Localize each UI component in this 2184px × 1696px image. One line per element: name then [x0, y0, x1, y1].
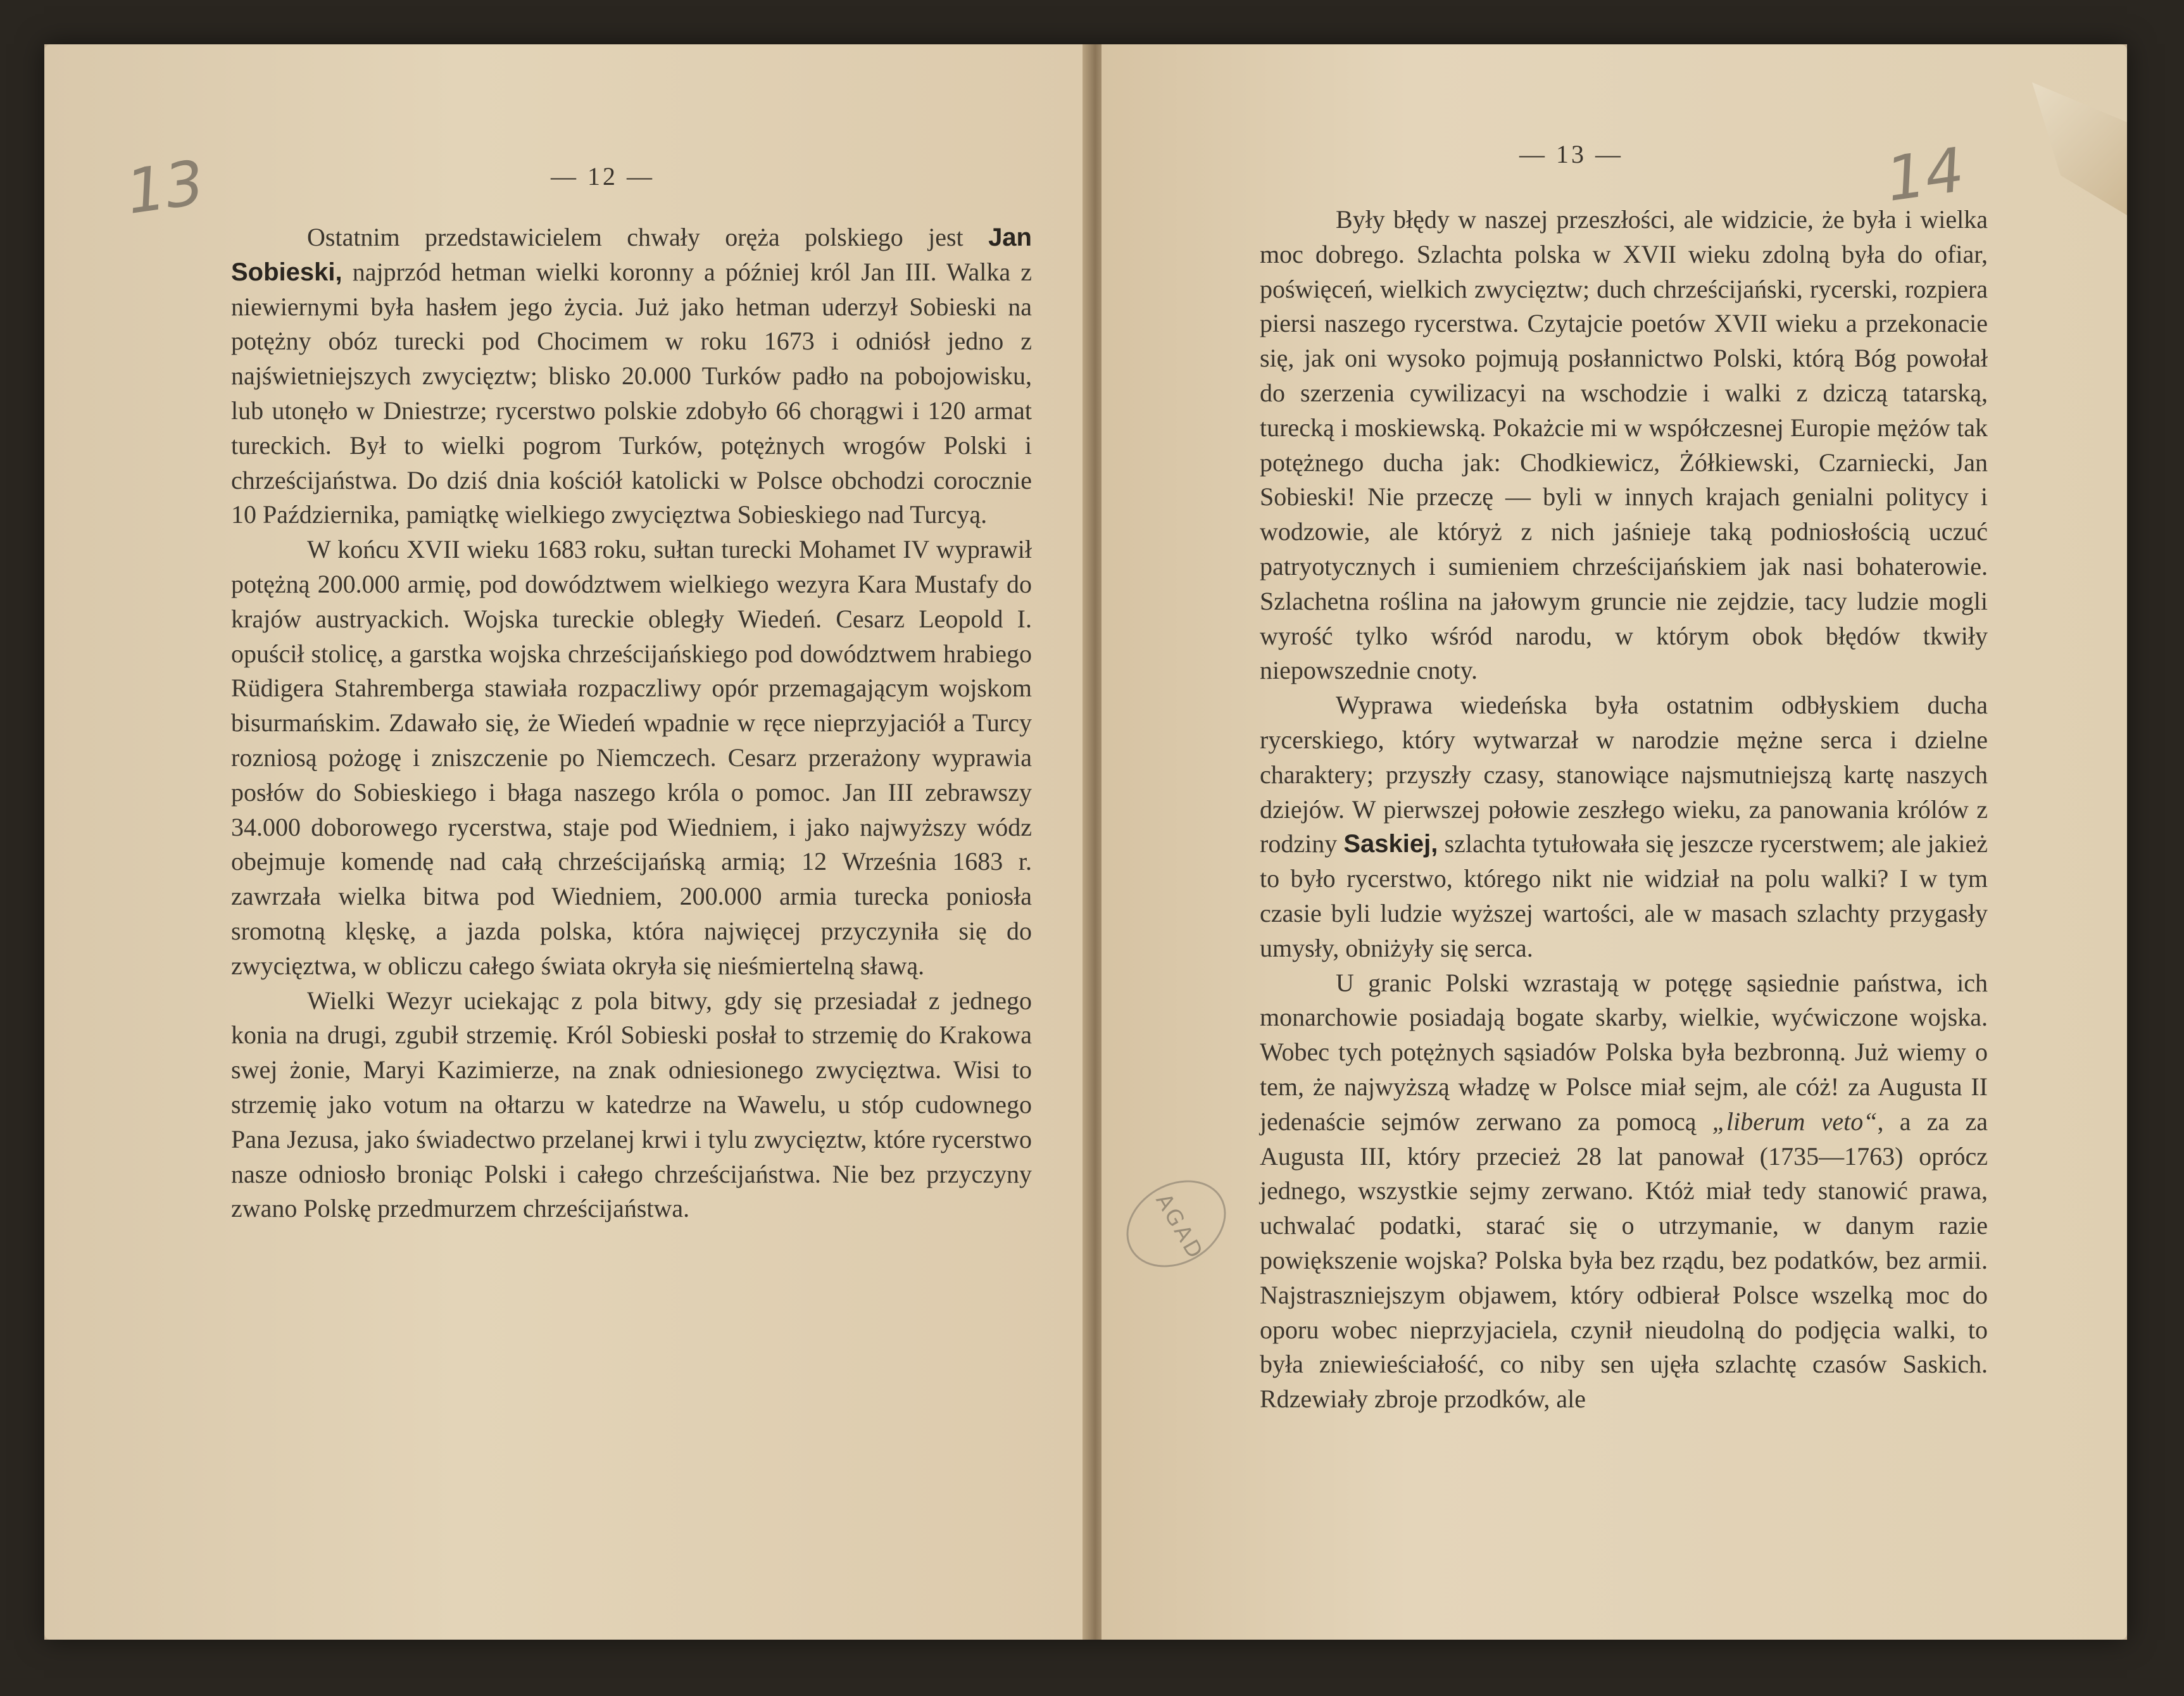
paragraph: Były błędy w naszej przeszłości, ale widzicie, że była i wielka moc dobrego. Szlachta polska w XVII wieku zdolną była do ofiar, poświęceń, wielkich zwycięztw; duch chrześcijański, rycerski, rozpiera piersi naszego rycerstwa. Czytajcie poetów XVII wieku a przekonacie się, jak oni wysoko pojmują posłannictwo Polski, którą Bóg powołał do szerzenia cywilizacyi na wschodzie i walki z dziczą tatarską, turecką i moskiewską. Pokażcie mi w współczesnej Europie mężów tak potężnego ducha jak: Chodkiewicz, Żółkiewski, Czarniecki, Jan Sobieski! Nie przeczę — byli w innych krajach genialni politycy i wodzowie, ale któryż z nich jaśnieje taką podniosłością uczuć patryotycznych i sumieniem chrześcijańskiem jak nasi bohaterowie. Szlachetna roślina na jałowym gruncie nie zejdzie, tacy ludzie mogli wyrość tylko wśród narodu, w którym obok błędów tkwiły niepowszednie cnoty. [1260, 205, 1988, 685]
right-page-text [1260, 203, 1988, 1417]
left-page [44, 44, 1089, 1640]
pencil-page-mark: 13 [122, 147, 209, 228]
paragraph: Wyprawa wiedeńska była ostatnim odbłyskiem ducha rycerskiego, który wytwarzał w narodzie mężne serca i dzielne charaktery; przyszły czasy, stanowiące najsmutniejszą kartę naszych dziejów. W pierwszej połowie zeszłego wieku, za panowania królów z rodziny Saskiej, szlachta tytułowała się jeszcze rycerstwem; ale jakież to było rycerstwo, którego nikt nie widział na polu walki? I w tym czasie byli ludzie wyższej wartości, ale w masach szlachty przygasły umysły, obniżyły się serca. [1260, 691, 1988, 962]
pencil-page-mark: 14 [1881, 134, 1969, 215]
paragraph: U granic Polski wzrastają w potęgę sąsiednie państwa, ich monarchowie posiadają bogate skarby, wielkie, wyćwiczone wojska. Wobec tych potężnych sąsiadów Polska była bezbronną. Już wiemy o tem, że najwyższą władzę w Polsce miał sejm, ale cóż! za Augusta II jedenaście sejmów zerwano za pomocą „liberum veto“, a za za Augusta III, który przecież 28 lat panował (1735—1763) oprócz jednego, wszystkie sejmy zerwano. Któż miał tedy stanowić prawa, uchwalać podatki, starać się o utrzymanie, w danym razie powiększenie wojska? Polska była bez rządu, bez podatków, bez armii. Najstraszniejszym objawem, który odbierał Polsce wszelką moc do oporu wobec nieprzyjaciela, czynił nieudolną do podjęcia walki, to była zniewieściałość, co niby sen ujęła szlachtę czasów Saskich. Rdzewiały zbroje przodków, ale [1260, 968, 1988, 1414]
paragraph: Wielki Wezyr uciekając z pola bitwy, gdy się przesiadał z jednego konia na drugi, zgubił strzemię. Król Sobieski posłał to strzemię do Krakowa swej żonie, Maryi Kazimierze, na znak odniesionego zwycięztwa. Wisi to strzemię jako votum na ołtarzu w katedrze na Wawelu, u stóp cudownego Pana Jezusa, jako świadectwo przelanej krwi i tylu zwycięztw, które rycerstwo nasze odniosło broniąc Polski i całego chrześcijaństwa. Nie bez przyczyny zwano Polskę przedmurzem chrześcijaństwa. [231, 986, 1032, 1223]
right-page [1101, 44, 2127, 1640]
page-number: — 12 — [551, 162, 655, 191]
page-number: — 13 — [1519, 140, 1623, 168]
paragraph: W końcu XVII wieku 1683 roku, sułtan turecki Mohamet IV wyprawił potężną 200.000 armię, pod dowództwem wielkiego wezyra Kara Mustafy do krajów austryackich. Wojska tureckie obległy Wiedeń. Cesarz Leopold I. opuścił stolicę, a garstka wojska chrześcijańskiego pod dowództwem hrabiego Rüdigera Stahremberga stawiała rozpaczliwy opór przemagającym wojskom bisurmańskim. Zdawało się, że Wiedeń wpadnie w ręce nieprzyjaciół a Turcy rozniosą pożogę i zniszczenie po Niemczech. Cesarz przerażony wyprawia posłów do Sobieskiego i błaga naszego króla o pomoc. Jan III zebrawszy 34.000 doborowego rycerstwa, staje pod Wiedniem, i jako najwyższy wódz obejmuje komendę nad całą chrześcijańską armią; 12 Września 1683 r. zawrzała wielka bitwa pod Wiedniem, 200.000 armia turecka poniosła sromotną klęskę, a jazda polska, która najwięcej przyczyniła się do zwycięztwa, w obliczu całego świata okryła się nieśmiertelną sławą. [231, 535, 1032, 980]
bold-name: Jan Sobieski, [231, 223, 1032, 286]
folded-corner [2032, 82, 2127, 215]
paragraph: Ostatnim przedstawicielem chwały oręża polskiego jest Jan Sobieski, najprzód hetman wielki koronny a później król Jan III. Walka z niewiernymi była hasłem jego życia. Już jako hetman uderzył Sobieski na potężny obóz turecki pod Chocimem w roku 1673 i odniósł jedno z najświetniejszych zwycięztw; blisko 20.000 Turków padło na pobojowisku, lub utonęło w Dniestrze; rycerstwo polskie zdobyło 66 chorągwi i 120 armat tureckich. Był to wielki pogrom Turków, potężnych wrogów Polski i chrześcijaństwa. Do dziś dnia kościół katolicki w Polsce obchodzi corocznie 10 Października, pamiątkę wielkiego zwycięztwa Sobieskiego nad Turcyą. [231, 223, 1032, 529]
archive-stamp: AGAD [1111, 1163, 1242, 1285]
bold-name: Saskiej, [1343, 830, 1438, 858]
italic-phrase: „liberum veto“ [1712, 1107, 1878, 1136]
book-spread [44, 44, 2127, 1640]
left-page-text [231, 220, 1032, 1226]
